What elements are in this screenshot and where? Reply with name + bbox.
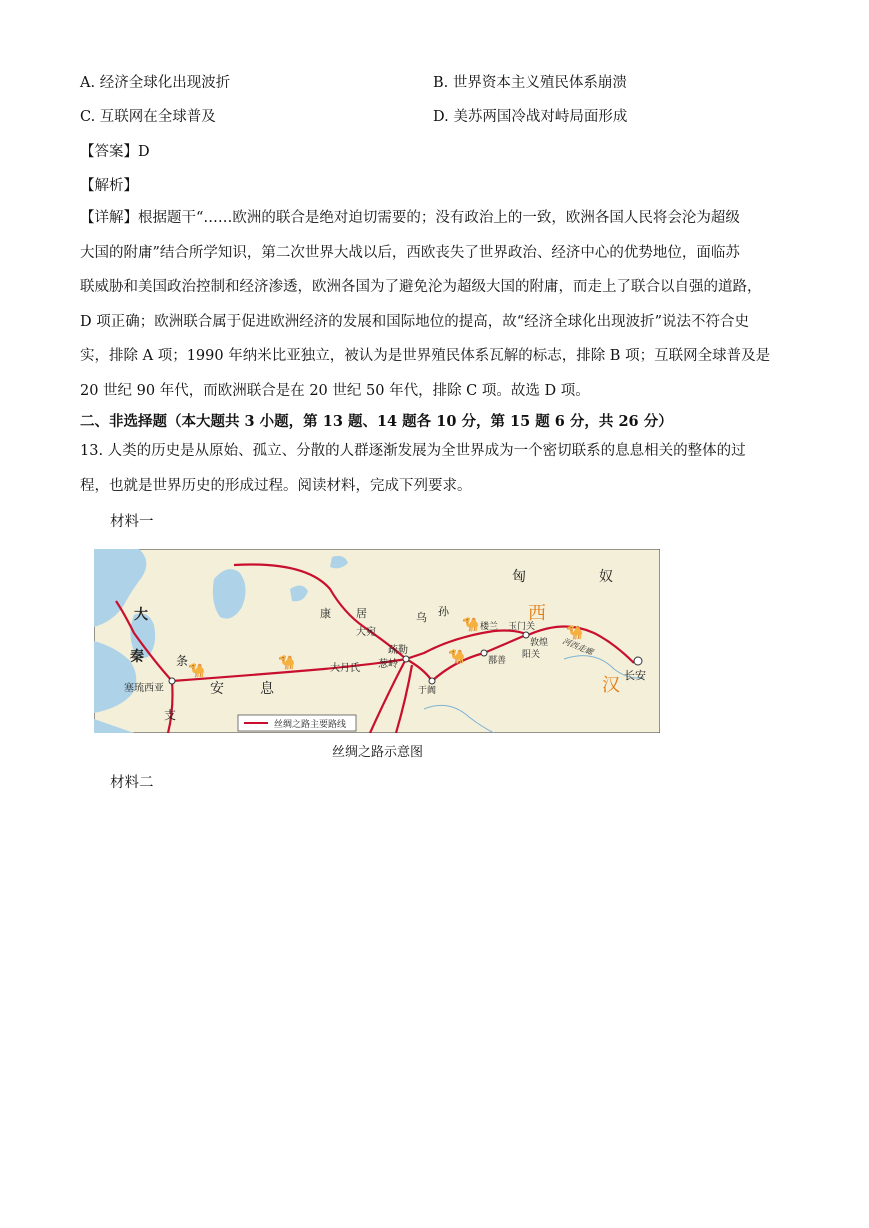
option-c: C. 互联网在全球普及 — [80, 109, 216, 125]
answer: 【答案】D — [80, 144, 150, 160]
option-d: D. 美苏两国冷战对峙局面形成 — [433, 109, 628, 125]
label-congling: 葱岭 — [378, 659, 398, 670]
camel-icon: 🐪 — [462, 617, 480, 633]
detail-paragraph — [80, 201, 792, 408]
label-dunhuang: 敦煌 — [530, 638, 549, 648]
label-loulan: 楼兰 — [480, 622, 499, 632]
city-dot — [429, 678, 435, 684]
label-tiao: 条 — [176, 654, 189, 668]
section-heading: 二、非选择题（本大题共 3 小题，第 13 题、14 题各 10 分，第 15 题 6 分，共 26 分） — [80, 413, 673, 430]
label-da: 大 — [134, 607, 148, 623]
label-shule: 疏勒 — [388, 645, 408, 656]
option-b: B. 世界资本主义殖民体系崩溃 — [433, 75, 627, 91]
city-dot — [523, 632, 529, 638]
label-dayuezhi: 大月氏 — [330, 663, 360, 674]
label-wu: 乌 — [416, 611, 427, 624]
camel-icon: 🐪 — [448, 649, 466, 665]
label-hexi: 河西走廊 — [561, 636, 595, 657]
city-dot — [634, 657, 642, 665]
label-dawan: 大宛 — [356, 627, 376, 638]
label-ju: 居 — [356, 607, 367, 620]
city-dot — [169, 678, 175, 684]
detail-line: 大国的附庸”结合所学知识，第二次世界大战以后，西欧丧失了世界政治、经济中心的优势地位，面临苏 — [80, 244, 740, 261]
city-dot — [481, 650, 487, 656]
question-line: 13. 人类的历史是从原始、孤立、分散的人群逐渐发展为全世界成为一个密切联系的息息相关的整体的过 — [80, 443, 746, 459]
label-an: 安 — [210, 681, 224, 697]
label-han: 汉 — [602, 675, 620, 696]
camel-icon: 🐪 — [278, 655, 296, 671]
label-xi2: 息 — [260, 681, 274, 697]
camel-icon: 🐪 — [188, 663, 206, 679]
question-line: 程，也就是世界历史的形成过程。阅读材料，完成下列要求。 — [80, 477, 472, 494]
analysis-heading: 【解析】 — [80, 178, 138, 194]
option-a: A. 经济全球化出现波折 — [80, 75, 231, 91]
silk-road-map — [94, 549, 660, 733]
label-shanshan: 鄯善 — [488, 656, 507, 666]
label-xiongnu-1: 匈 — [512, 569, 526, 585]
detail-line: D 项正确；欧洲联合属于促进欧洲经济的发展和国际地位的提高，故“经济全球化出现波折”说法不符合史 — [80, 313, 750, 330]
label-changan: 长安 — [624, 669, 646, 682]
label-zhi: 支 — [164, 708, 177, 722]
label-kang: 康 — [320, 607, 331, 620]
label-yumenguan: 玉门关 — [508, 622, 536, 632]
label-saileixiya: 塞琉西亚 — [124, 683, 164, 694]
map-caption: 丝绸之路示意图 — [331, 745, 423, 760]
detail-line: 20 世纪 90 年代，而欧洲联合是在 20 世纪 50 年代，排除 C 项。故选 D 项。 — [80, 382, 590, 399]
city-dot — [403, 656, 409, 662]
label-xiongnu-2: 奴 — [599, 569, 613, 585]
detail-line: 【详解】根据题干“……欧洲的联合是绝对迫切需要的；没有政治上的一致，欧洲各国人民将会沦为超级 — [80, 210, 740, 226]
label-sun: 孙 — [438, 605, 449, 618]
camel-icon: 🐪 — [566, 625, 584, 641]
material-two-label: 材料二 — [110, 775, 154, 791]
label-yangguan: 阳关 — [522, 650, 541, 660]
legend-label: 丝绸之路主要路线 — [274, 720, 347, 730]
material-one-label: 材料一 — [110, 514, 154, 530]
label-qin: 秦 — [130, 649, 144, 665]
detail-line: 实，排除 A 项；1990 年纳米比亚独立，被认为是世界殖民体系瓦解的标志，排除 B 项；互联网全球普及是 — [80, 348, 771, 364]
detail-line: 联威胁和美国政治控制和经济渗透，欧洲各国为了避免沦为超级大国的附庸，而走上了联合以自强的道路， — [80, 279, 762, 295]
label-xi: 西 — [528, 603, 546, 624]
map-legend — [238, 715, 356, 731]
question-13 — [80, 434, 792, 503]
label-yutian: 于阗 — [418, 686, 437, 696]
